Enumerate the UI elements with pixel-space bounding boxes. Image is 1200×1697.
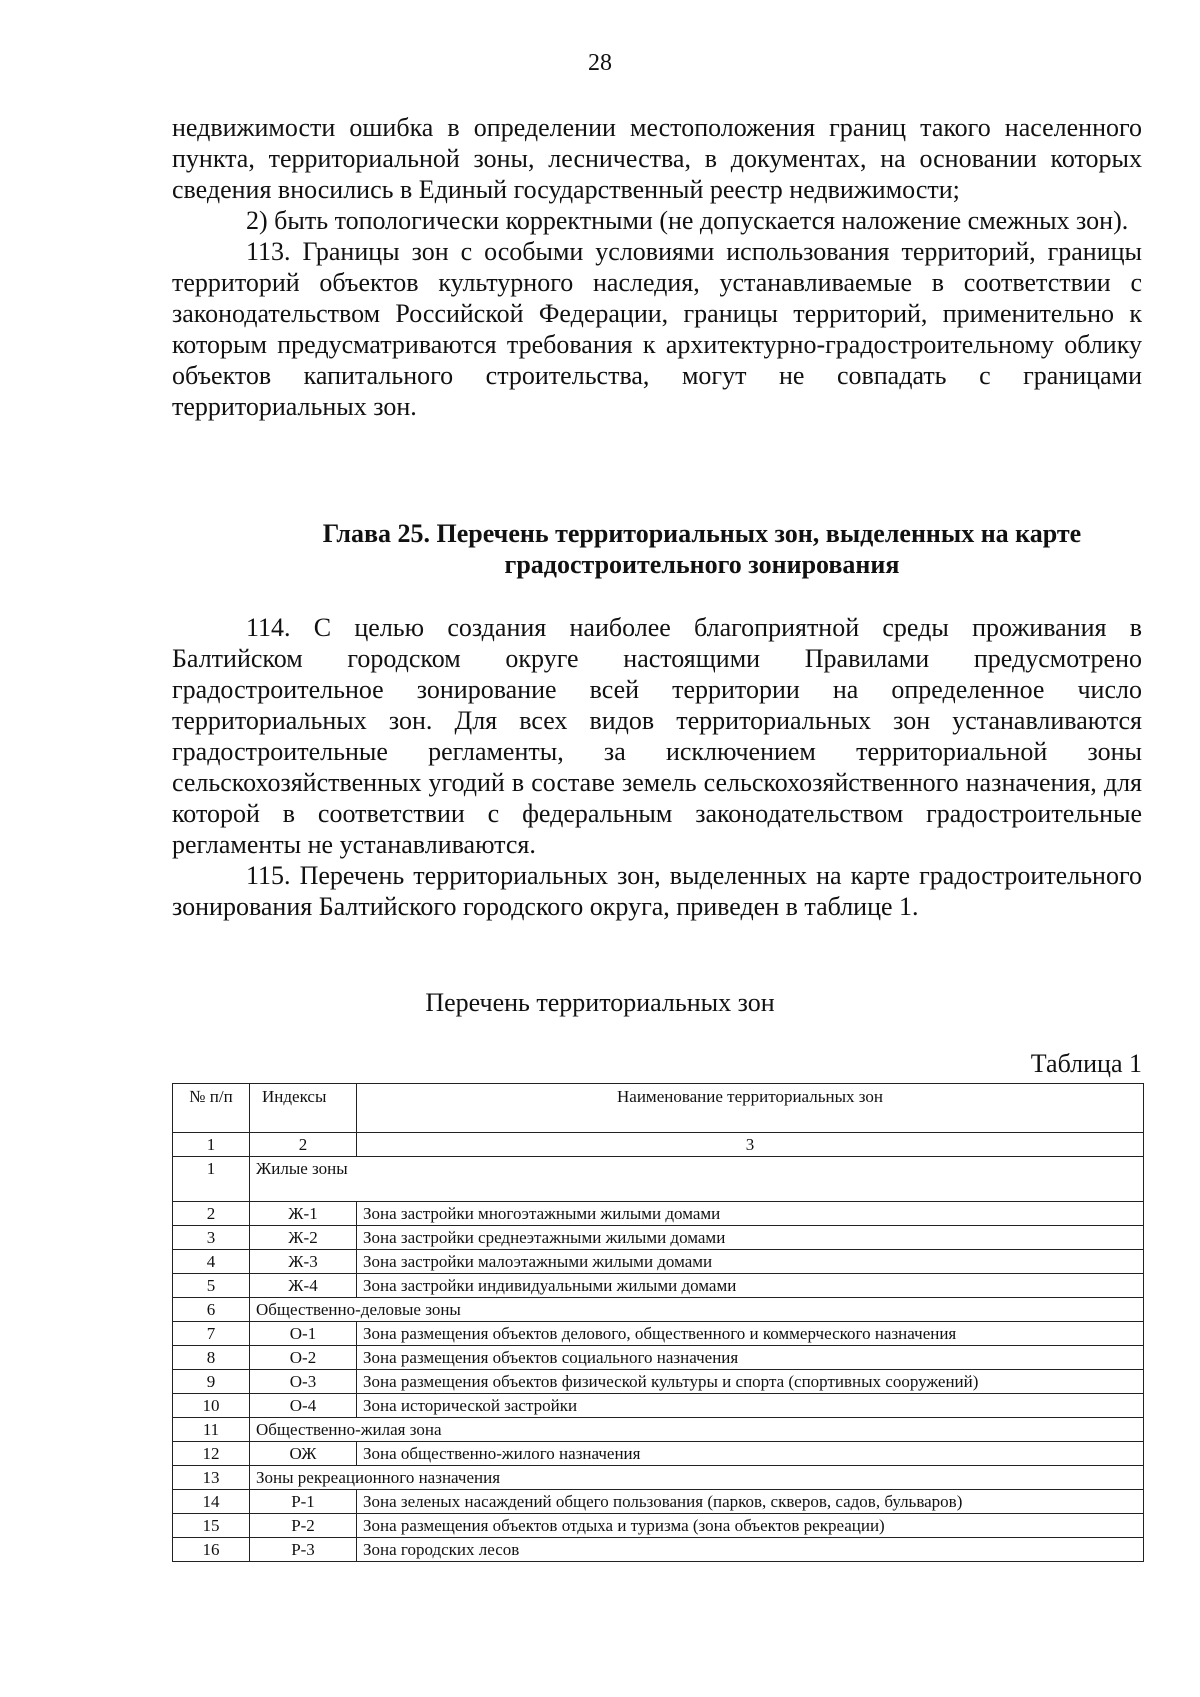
header-index: Индексы — [250, 1084, 357, 1133]
table-row — [173, 1538, 1144, 1562]
row-number: 5 — [173, 1274, 250, 1298]
zone-name: Зона общественно-жилого назначения — [357, 1442, 1144, 1466]
table-row — [173, 1202, 1144, 1226]
row-number: 9 — [173, 1370, 250, 1394]
zone-index: Ж-3 — [250, 1250, 357, 1274]
row-number: 10 — [173, 1394, 250, 1418]
body-text-bottom — [172, 612, 1142, 922]
row-number: 1 — [173, 1157, 250, 1202]
zone-name: Зона размещения объектов отдыха и туризма (зона объектов рекреации) — [357, 1514, 1144, 1538]
zone-index: О-2 — [250, 1346, 357, 1370]
table-row — [173, 1514, 1144, 1538]
chapter-title — [172, 518, 1142, 580]
zones-table — [172, 1083, 1144, 1562]
zone-name: Зона размещения объектов делового, общественного и коммерческого назначения — [357, 1322, 1144, 1346]
table-group-row — [173, 1157, 1144, 1202]
paragraph-115: 115. Перечень территориальных зон, выделенных на карте градостроительного зонирования Балтийского городского округа, приведен в таблице 1. — [172, 861, 1142, 921]
row-number: 11 — [173, 1418, 250, 1442]
table-row — [173, 1394, 1144, 1418]
table-group-row — [173, 1466, 1144, 1490]
row-number: 2 — [173, 1202, 250, 1226]
chapter-title-line-1: Глава 25. Перечень территориальных зон, выделенных на карте — [322, 519, 1082, 548]
page-number: 28 — [588, 50, 612, 76]
row-number: 6 — [173, 1298, 250, 1322]
row-number: 7 — [173, 1322, 250, 1346]
row-number: 4 — [173, 1250, 250, 1274]
table-group-row — [173, 1298, 1144, 1322]
zone-name: Зона застройки индивидуальными жилыми домами — [357, 1274, 1144, 1298]
zone-name: Зона исторической застройки — [357, 1394, 1144, 1418]
table-row — [173, 1226, 1144, 1250]
table-row — [173, 1346, 1144, 1370]
row-number: 12 — [173, 1442, 250, 1466]
table-row — [173, 1490, 1144, 1514]
column-number: 3 — [357, 1133, 1144, 1157]
zone-index: Р-2 — [250, 1514, 357, 1538]
paragraph-114: 114. С целью создания наиболее благоприятной среды проживания в Балтийском городском округе настоящими Правилами предусмотрено градостроительное зонирование всей территории на определенное число территориальных зон. Для всех видов территориальных зон устанавливаются градостроительные регламенты, за исключением территориальной зоны сельскохозяйственных угодий в составе земель сельскохозяйственного назначения, для которой в соответствии с федеральным законодательством градостроительные регламенты не устанавливаются. — [172, 613, 1142, 859]
zone-name: Зона размещения объектов физической культуры и спорта (спортивных сооружений) — [357, 1370, 1144, 1394]
table-row — [173, 1250, 1144, 1274]
zone-index: Ж-1 — [250, 1202, 357, 1226]
zone-name: Зона застройки среднеэтажными жилыми домами — [357, 1226, 1144, 1250]
row-number: 16 — [173, 1538, 250, 1562]
zone-name: Зона городских лесов — [357, 1538, 1144, 1562]
zone-group-name: Общественно-деловые зоны — [250, 1298, 1144, 1322]
paragraph-113: 113. Границы зон с особыми условиями использования территорий, границы территорий объектов культурного наследия, устанавливаемые в соответствии с законодательством Российской Федерации, границы территорий, применительно к которым предусматриваются требования к архитектурно-градостроительному облику объектов капитального строительства, могут не совпадать с границами территориальных зон. — [172, 237, 1142, 421]
paragraph-item-2: 2) быть топологически корректными (не допускается наложение смежных зон). — [246, 206, 1129, 235]
zone-index: Ж-4 — [250, 1274, 357, 1298]
zone-group-name: Общественно-жилая зона — [250, 1418, 1144, 1442]
zone-index: О-1 — [250, 1322, 357, 1346]
column-number: 1 — [173, 1133, 250, 1157]
row-number: 14 — [173, 1490, 250, 1514]
table-group-row — [173, 1418, 1144, 1442]
table-row — [173, 1274, 1144, 1298]
table-header-row — [173, 1084, 1144, 1133]
body-text-top — [172, 112, 1142, 422]
column-number: 2 — [250, 1133, 357, 1157]
zone-group-name: Зоны рекреационного назначения — [250, 1466, 1144, 1490]
table-column-numbers-row — [173, 1133, 1144, 1157]
zone-name: Зона размещения объектов социального назначения — [357, 1346, 1144, 1370]
row-number: 15 — [173, 1514, 250, 1538]
zone-index: ОЖ — [250, 1442, 357, 1466]
zone-index: Ж-2 — [250, 1226, 357, 1250]
row-number: 3 — [173, 1226, 250, 1250]
row-number: 13 — [173, 1466, 250, 1490]
zone-group-name: Жилые зоны — [250, 1157, 1144, 1202]
zone-name: Зона зеленых насаждений общего пользования (парков, скверов, садов, бульваров) — [357, 1490, 1144, 1514]
chapter-title-line-2: градостроительного зонирования — [504, 550, 900, 579]
zone-name: Зона застройки многоэтажными жилыми домами — [357, 1202, 1144, 1226]
row-number: 8 — [173, 1346, 250, 1370]
table-row — [173, 1370, 1144, 1394]
header-zone-name: Наименование территориальных зон — [357, 1084, 1144, 1133]
table-label: Таблица 1 — [1030, 1049, 1142, 1078]
table-row — [173, 1442, 1144, 1466]
zone-index: О-3 — [250, 1370, 357, 1394]
table-row — [173, 1322, 1144, 1346]
header-number: № п/п — [173, 1084, 250, 1133]
table-caption: Перечень территориальных зон — [425, 988, 775, 1017]
zone-index: О-4 — [250, 1394, 357, 1418]
zone-index: Р-1 — [250, 1490, 357, 1514]
zone-index: Р-3 — [250, 1538, 357, 1562]
zone-name: Зона застройки малоэтажными жилыми домами — [357, 1250, 1144, 1274]
paragraph-continuation: недвижимости ошибка в определении местоположения границ такого населенного пункта, территориальной зоны, лесничества, в документах, на основании которых сведения вносились в Единый государственный реестр недвижимости; — [172, 113, 1142, 204]
